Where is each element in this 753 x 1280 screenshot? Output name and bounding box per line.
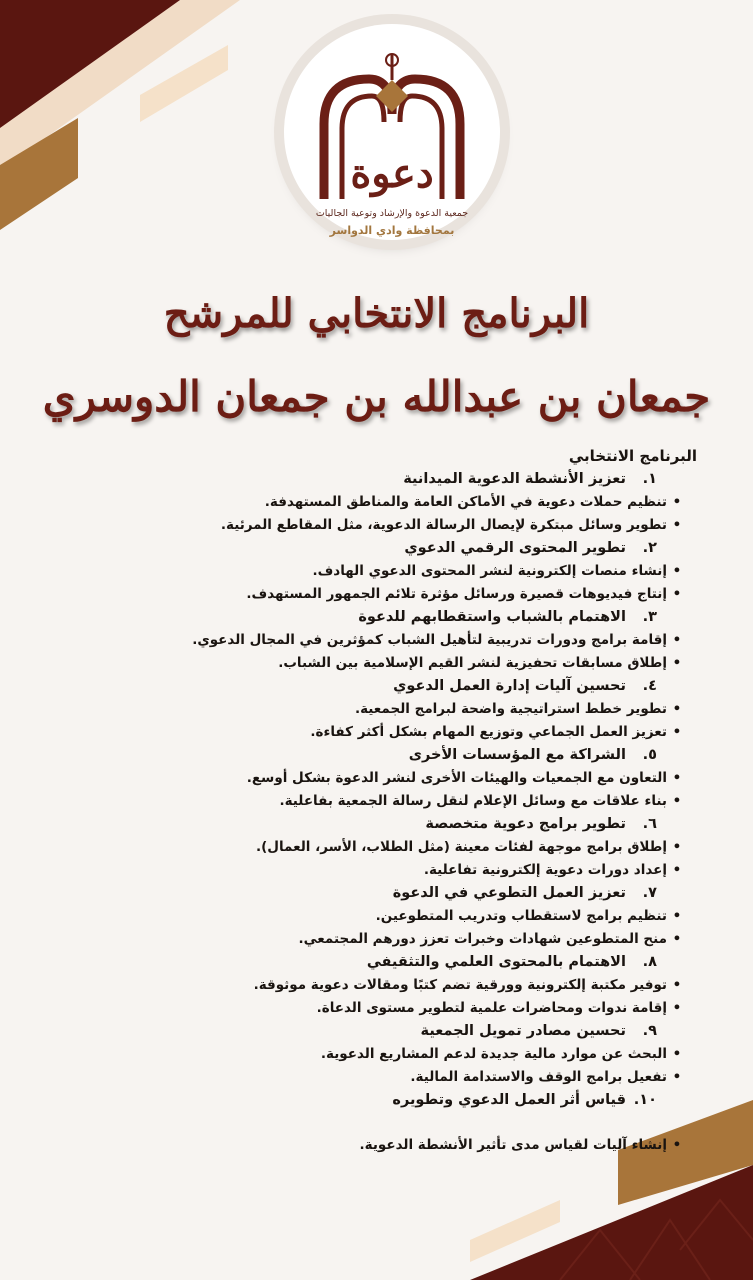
- bullet-item: • تطوير وسائل مبتكرة لإيصال الرسالة الدعوية، مثل المقاطع المرئية.: [57, 514, 697, 537]
- bullet-item: • إقامة ندوات ومحاضرات علمية لتطوير مستوى الدعاة.: [57, 997, 697, 1020]
- bullet-item: • تنظيم حملات دعوية في الأماكن العامة والمناطق المستهدفة.: [57, 491, 697, 514]
- section-title: [57, 813, 697, 836]
- candidate-name: جمعان بن عبدالله بن جمعان الدوسري: [42, 372, 711, 421]
- section-number: ٧.: [642, 885, 657, 901]
- section-title-text: تعزيز الأنشطة الدعوية الميدانية: [403, 471, 626, 487]
- bullet-item: • إنتاج فيديوهات قصيرة ورسائل مؤثرة تلائم الجمهور المستهدف.: [57, 583, 697, 606]
- section-title-text: الاهتمام بالشباب واستقطابهم للدعوة: [358, 609, 626, 625]
- section-title-text: الاهتمام بالمحتوى العلمي والتثقيفي: [366, 954, 626, 970]
- section-number: ١.: [642, 471, 657, 487]
- section-title-text: تحسين آليات إدارة العمل الدعوي: [393, 678, 626, 694]
- bullet-item: • إنشاء آليات لقياس مدى تأثير الأنشطة الدعوية.: [57, 1134, 697, 1157]
- section-title-text: الشراكة مع المؤسسات الأخرى: [408, 747, 626, 763]
- bullet-item: • إعداد دورات دعوية إلكترونية تفاعلية.: [57, 859, 697, 882]
- logo-subtitle: جمعية الدعوة والإرشاد وتوعية الجاليات: [315, 208, 469, 219]
- bullet-item: • توفير مكتبة إلكترونية وورقية تضم كتبًا ومقالات دعوية موثوقة.: [57, 974, 697, 997]
- bullet-item: • بناء علاقات مع وسائل الإعلام لنقل رسالة الجمعية بفاعلية.: [57, 790, 697, 813]
- section-number: ٣.: [642, 609, 657, 625]
- section-title: [57, 882, 697, 905]
- section-number: ٨.: [642, 954, 657, 970]
- page-title: البرنامج الانتخابي للمرشح: [163, 290, 590, 337]
- section-number: ١٠.: [633, 1092, 657, 1108]
- section-title: [57, 1020, 697, 1043]
- bullet-item: • التعاون مع الجمعيات والهيئات الأخرى لنشر الدعوة بشكل أوسع.: [57, 767, 697, 790]
- section-number: ٩.: [642, 1023, 657, 1039]
- bullet-item: • إنشاء منصات إلكترونية لنشر المحتوى الدعوي الهادف.: [57, 560, 697, 583]
- program-list: [57, 444, 697, 1157]
- section-number: ٥.: [642, 747, 657, 763]
- bullet-item: • إطلاق مسابقات تحفيزية لنشر القيم الإسلامية بين الشباب.: [57, 652, 697, 675]
- spacer: [57, 1112, 697, 1134]
- section-title: [57, 1089, 697, 1112]
- section-title-text: قياس أثر العمل الدعوي وتطويره: [392, 1092, 626, 1108]
- bullet-item: • تنظيم برامج لاستقطاب وتدريب المتطوعين.: [57, 905, 697, 928]
- association-logo: [284, 24, 500, 240]
- section-title: [57, 951, 697, 974]
- section-number: ٢.: [642, 540, 657, 556]
- section-title: [57, 606, 697, 629]
- bullet-item: • إطلاق برامج موجهة لفئات معينة (مثل الطلاب، الأسر، العمال).: [57, 836, 697, 859]
- bullet-item: • تفعيل برامج الوقف والاستدامة المالية.: [57, 1066, 697, 1089]
- section-number: ٤.: [642, 678, 657, 694]
- section-title: [57, 675, 697, 698]
- program-heading: البرنامج الانتخابي: [568, 447, 697, 465]
- bullet-item: • البحث عن موارد مالية جديدة لدعم المشاريع الدعوية.: [57, 1043, 697, 1066]
- bullet-item: • تطوير خطط استراتيجية واضحة لبرامج الجمعية.: [57, 698, 697, 721]
- section-title: [57, 468, 697, 491]
- section-number: ٦.: [642, 816, 657, 832]
- logo-wordmark: دعوة: [350, 150, 434, 197]
- section-title-text: تعزيز العمل التطوعي في الدعوة: [392, 885, 626, 901]
- section-title-text: تطوير برامج دعوية متخصصة: [425, 816, 626, 832]
- bullet-item: • منح المتطوعين شهادات وخبرات تعزز دورهم المجتمعي.: [57, 928, 697, 951]
- section-title: [57, 744, 697, 767]
- section-title: [57, 537, 697, 560]
- logo-location: بمحافظة وادي الدواسر: [329, 224, 455, 237]
- section-title-text: تطوير المحتوى الرقمي الدعوي: [404, 540, 626, 556]
- bullet-item: • إقامة برامج ودورات تدريبية لتأهيل الشباب كمؤثرين في المجال الدعوي.: [57, 629, 697, 652]
- section-title-text: تحسين مصادر تمويل الجمعية: [420, 1023, 626, 1039]
- bullet-item: • تعزيز العمل الجماعي وتوزيع المهام بشكل أكثر كفاءة.: [57, 721, 697, 744]
